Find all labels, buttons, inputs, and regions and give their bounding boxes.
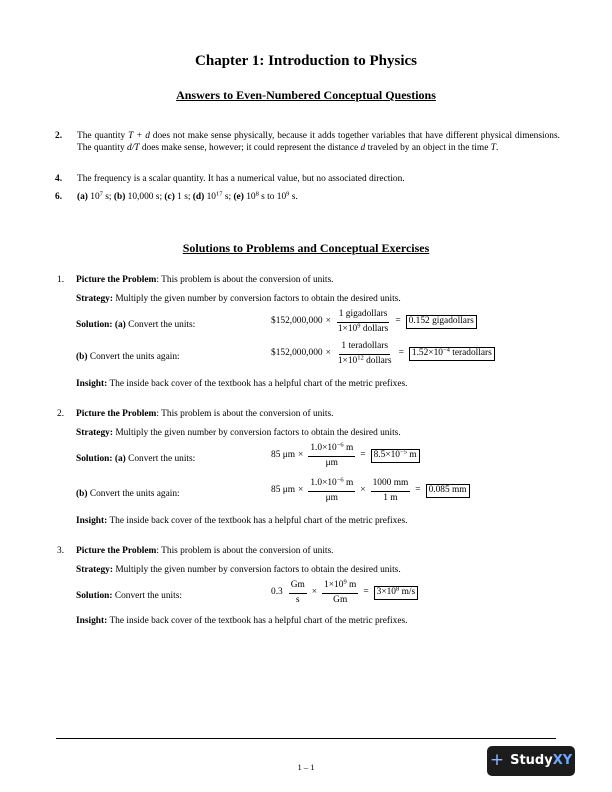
answer-box: 0.085 mm — [426, 484, 470, 498]
equation-2b: 85 μm × $\frac{1.0\times 10^{-6} m}{\mu m}$ × $\frac{1000 mm}{1 m}$ = 0.085 mm — [271, 478, 470, 505]
insight: Insight: The inside back cover of the textbook has a helpful chart of the metric prefixes. — [76, 516, 408, 526]
problem-number: 2. — [57, 409, 65, 419]
solution-b: (b) Convert the units again: — [76, 352, 180, 362]
question-6 — [55, 192, 560, 204]
question-text: The quantity T + d does not make sense physically, because it adds together variables that have different physical dimensions. The quantity d/T does make sense, however; it could represent the distance d traveled by an object in the time T. — [77, 131, 560, 153]
equation-1b: $152,000,000 × $\frac{\text{1 teradollars}}{1\times 10^{12} dollars}$ = $1.52\times 10^{-4}$ teradollars — [271, 341, 495, 368]
solution-b: (b) Convert the units again: — [76, 489, 180, 499]
question-4 — [55, 174, 560, 186]
answer-box: $3\times 10^8$ m/s — [374, 586, 419, 600]
equation-3: 0.3 $\frac{Gm}{s}$ × $\frac{1\times 10^9 m}{Gm}$ = $3\times 10^8$ m/s — [271, 580, 418, 607]
chapter-title: Chapter 1: Introduction to Physics — [195, 53, 417, 69]
picture-the-problem: Picture the Problem: This problem is about the conversion of units. — [76, 409, 334, 419]
equation-2a: 85 μm × $\frac{1.0\times 10^{-6} m}{\mu m}$ = $8.5\times 10^{-5}$ m — [271, 443, 420, 470]
question-number: 4. — [55, 174, 63, 184]
solutions-heading: Solutions to Problems and Conceptual Exercises — [182, 241, 430, 255]
picture-the-problem: Picture the Problem: This problem is about the conversion of units. — [76, 546, 334, 556]
footer-rule — [56, 738, 556, 739]
problem-number: 3. — [57, 546, 65, 556]
strategy: Strategy: Multiply the given number by conversion factors to obtain the desired units. — [76, 294, 401, 304]
insight: Insight: The inside back cover of the textbook has a helpful chart of the metric prefixes. — [76, 616, 408, 626]
strategy: Strategy: Multiply the given number by conversion factors to obtain the desired units. — [76, 428, 401, 438]
strategy: Strategy: Multiply the given number by conversion factors to obtain the desired units. — [76, 565, 401, 575]
plus-icon: + — [489, 750, 505, 771]
question-text: The frequency is a scalar quantity. It has a numerical value, but no associated direction. — [77, 174, 405, 184]
equation-1a: $152,000,000 × $\frac{\text{1 gigadollars}}{1\times 10^9 dollars}$ = 0.152 gigadollars — [271, 309, 477, 336]
question-number: 6. — [55, 192, 63, 202]
answers-heading: Answers to Even-Numbered Conceptual Questions — [176, 88, 436, 102]
studyxy-logo: + Study XY — [487, 746, 575, 776]
answer-box: 0.152 gigadollars — [406, 315, 477, 329]
answer-box: $1.52\times 10^{-4}$ teradollars — [409, 347, 495, 361]
solution: Solution: Convert the units: — [76, 591, 183, 601]
answer-box: $8.5\times 10^{-5}$ m — [371, 449, 420, 463]
solution-a: Solution: (a) Convert the units: — [76, 454, 196, 464]
page-number: 1 – 1 — [297, 762, 315, 772]
question-number: 2. — [55, 131, 63, 141]
question-text: (a) $10^7$ s; (b) 10,000 s; (c) 1 s; (d) $10^{17}$ s; (e) $10^8$ s to $10^9$ s. — [77, 190, 298, 202]
solution-a: Solution: (a) Convert the units: — [76, 320, 196, 330]
picture-the-problem: Picture the Problem: This problem is about the conversion of units. — [76, 275, 334, 285]
problem-number: 1. — [57, 275, 65, 285]
insight: Insight: The inside back cover of the textbook has a helpful chart of the metric prefixes. — [76, 379, 408, 389]
question-2 — [55, 131, 560, 155]
